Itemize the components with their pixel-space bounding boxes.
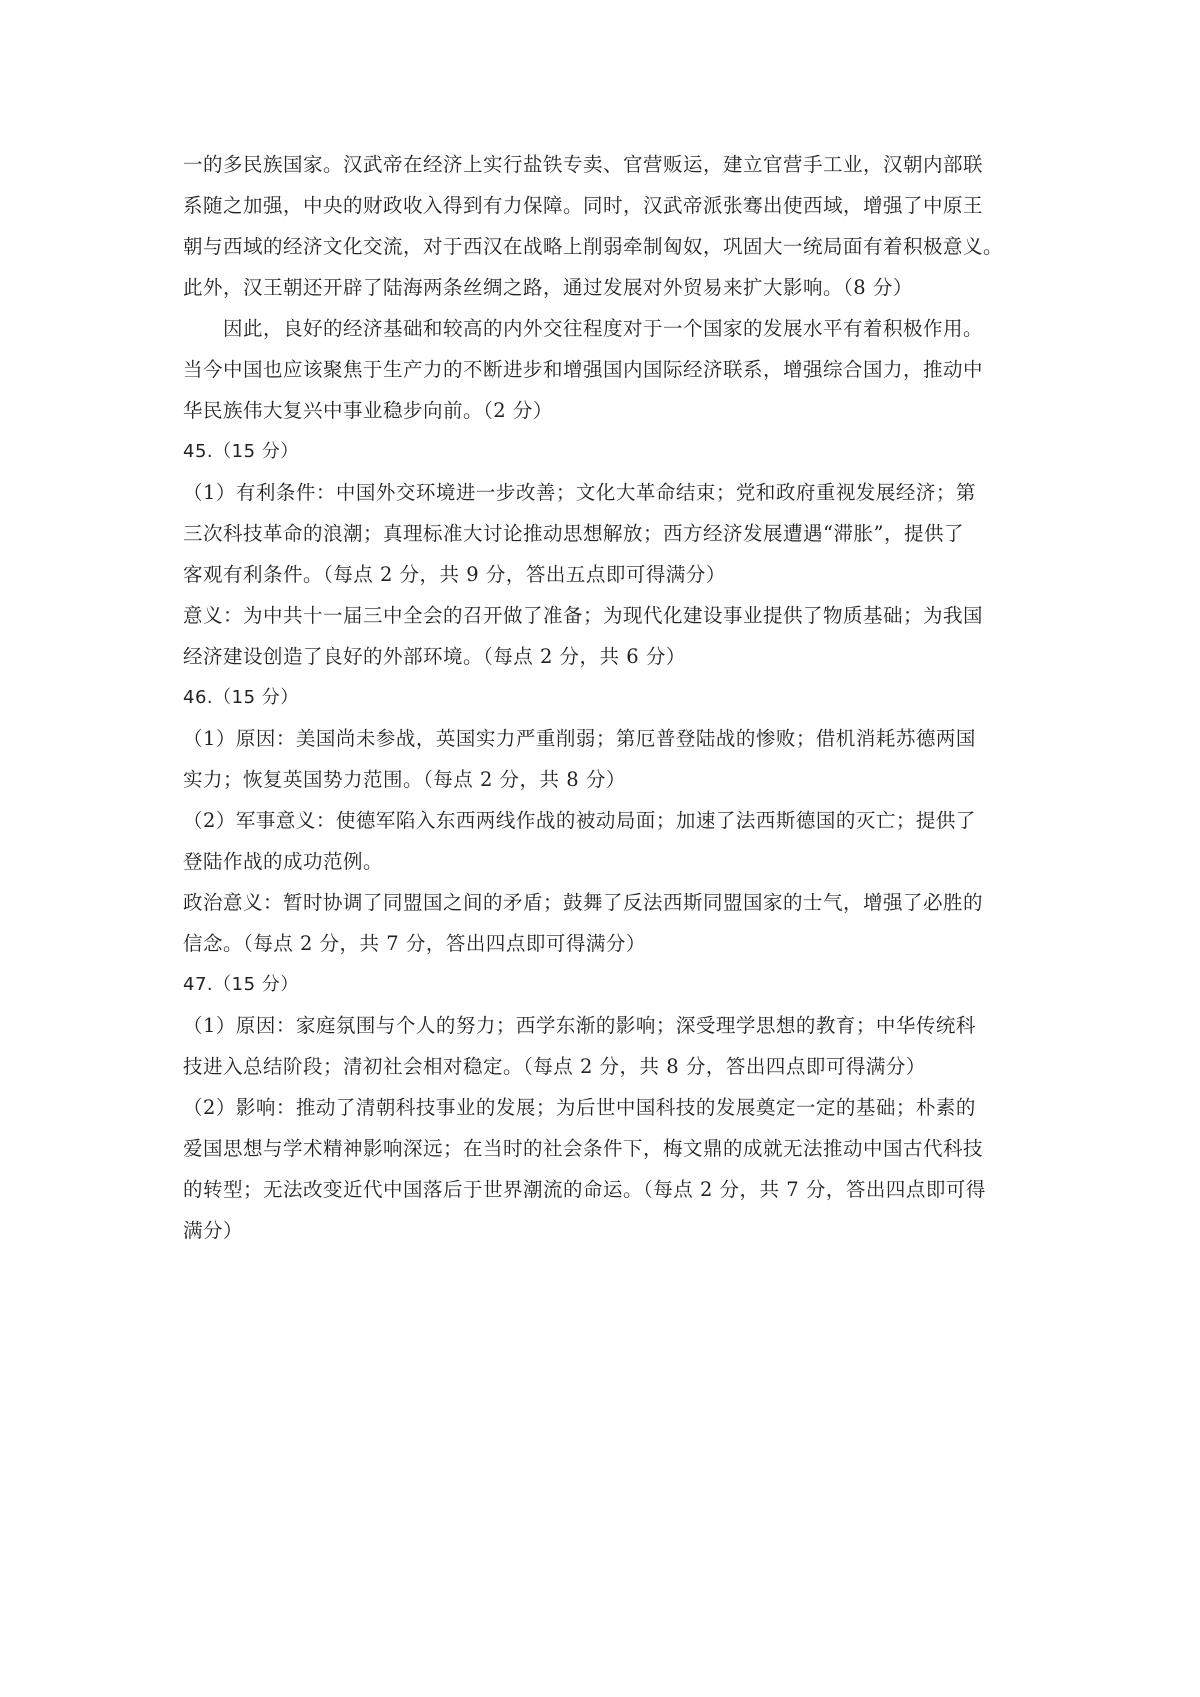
question-heading-45: 45.（15 分）: [183, 441, 299, 462]
text-line: 实力；恢复英国势力范围。（每点 2 分，共 8 分）: [183, 768, 626, 791]
question-heading-46: 46.（15 分）: [183, 687, 299, 708]
text-line: 三次科技革命的浪潮；真理标准大讨论推动思想解放；西方经济发展遭遇“滞胀”，提供了: [183, 522, 964, 545]
answer-text-body: [183, 150, 1033, 1257]
text-line: 因此，良好的经济基础和较高的内外交往程度对于一个国家的发展水平有着积极作用。: [223, 317, 984, 340]
text-line: 登陆作战的成功范例。: [183, 850, 384, 873]
text-line: 朝与西域的经济文化交流，对于西汉在战略上削弱牵制匈奴，巩固大一统局面有着积极意义。: [183, 235, 1004, 258]
text-line: （1）原因：家庭氛围与个人的努力；西学东渐的影响；深受理学思想的教育；中华传统科: [183, 1014, 976, 1037]
text-line: 爱国思想与学术精神影响深远；在当时的社会条件下，梅文鼎的成就无法推动中国古代科技: [183, 1137, 984, 1160]
text-line: 信念。（每点 2 分，共 7 分，答出四点即可得满分）: [183, 932, 646, 955]
text-line: 的转型；无法改变近代中国落后于世界潮流的命运。（每点 2 分，共 7 分，答出四点即可得: [183, 1178, 986, 1201]
text-line: 意义：为中共十一届三中全会的召开做了准备；为现代化建设事业提供了物质基础；为我国: [183, 604, 984, 627]
text-line: （2）军事意义：使德军陷入东西两线作战的被动局面；加速了法西斯德国的灭亡；提供了: [183, 809, 976, 832]
text-line: 华民族伟大复兴中事业稳步向前。（2 分）: [183, 399, 553, 422]
text-line: （2）影响：推动了清朝科技事业的发展；为后世中国科技的发展奠定一定的基础；朴素的: [183, 1096, 976, 1119]
text-line: 满分）: [183, 1219, 244, 1242]
text-line: 此外，汉王朝还开辟了陆海两条丝绸之路，通过发展对外贸易来扩大影响。（8 分）: [183, 276, 913, 299]
text-line: 系随之加强，中央的财政收入得到有力保障。同时，汉武帝派张骞出使西域，增强了中原王: [183, 194, 984, 217]
text-line: 技进入总结阶段；清初社会相对稳定。（每点 2 分，共 8 分，答出四点即可得满分）: [183, 1055, 926, 1078]
text-line: 政治意义：暂时协调了同盟国之间的矛盾；鼓舞了反法西斯同盟国家的士气，增强了必胜的: [183, 891, 984, 914]
text-line: （1）有利条件：中国外交环境进一步改善；文化大革命结束；党和政府重视发展经济；第: [183, 481, 976, 504]
text-line: 一的多民族国家。汉武帝在经济上实行盐铁专卖、官营贩运，建立官营手工业，汉朝内部联: [183, 153, 984, 176]
text-line: 经济建设创造了良好的外部环境。（每点 2 分，共 6 分）: [183, 645, 686, 668]
text-line: 客观有利条件。（每点 2 分，共 9 分，答出五点即可得满分）: [183, 563, 726, 586]
text-line: （1）原因：美国尚未参战，英国实力严重削弱；第厄普登陆战的惨败；借机消耗苏德两国: [183, 727, 976, 750]
question-heading-47: 47.（15 分）: [183, 974, 299, 995]
text-line: 当今中国也应该聚焦于生产力的不断进步和增强国内国际经济联系，增强综合国力，推动中: [183, 358, 984, 381]
